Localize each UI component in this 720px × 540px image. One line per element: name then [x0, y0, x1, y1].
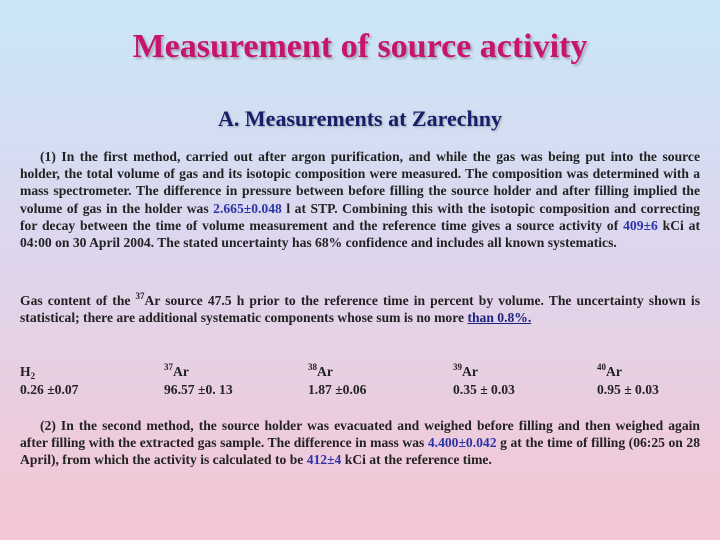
isotope-table — [20, 363, 710, 403]
isotope-subscript: 2 — [30, 371, 36, 381]
p3-text-3: kCi at the reference time. — [341, 452, 492, 468]
isotope-value: 0.95 ± 0.03 — [597, 381, 659, 397]
p1-volume-value: 2.665±0.048 — [213, 200, 282, 216]
p1-text-3: kCi at 04:00 on 30 April 2004. The stated uncertainty has 68% confidence and includes all known systematics. — [20, 217, 700, 251]
isotope-ar38 — [308, 363, 438, 398]
paragraph-first-method — [20, 148, 700, 251]
p1-text-1: (1) In the first method, carried out after argon purification, and while the gas was being put into the source holder, the total volume of gas and its isotopic composition were measured. The composition was determined with a mass spectrometer. The difference in pressure between before filling the source holder and after filling implied the volume of gas in the holder was — [20, 149, 700, 216]
paragraph-second-method — [20, 417, 700, 469]
isotope-value: 1.87 ±0.06 — [308, 381, 367, 397]
isotope-symbol: Ar — [462, 364, 478, 379]
isotope-ar40 — [597, 363, 720, 398]
p2-isotope-mass: 37 — [135, 291, 145, 301]
isotope-value: 0.26 ±0.07 — [20, 381, 79, 397]
isotope-ar39 — [453, 363, 583, 398]
isotope-symbol: H — [20, 364, 31, 379]
isotope-label — [597, 363, 720, 381]
isotope-label — [308, 363, 438, 381]
p3-text-1: (2) In the second method, the source holder was evacuated and weighed before filling and then weighed again after filling with the extracted gas sample. The difference in mass was — [20, 418, 700, 451]
p2-text-1: Gas content of the — [20, 293, 136, 308]
isotope-label — [20, 363, 150, 381]
isotope-symbol: Ar — [606, 364, 622, 379]
p3-activity-value: 412±4 — [306, 452, 342, 468]
paragraph-gas-content — [20, 292, 700, 326]
isotope-mass: 37 — [164, 362, 173, 372]
isotope-mass: 38 — [308, 362, 317, 372]
isotope-label — [164, 363, 294, 381]
isotope-symbol: Ar — [173, 364, 189, 379]
isotope-mass: 39 — [453, 362, 462, 372]
p1-text-2: l at STP. Combining this with the isotopic composition and correcting for decay between the time of volume measurement and the reference time gives a source activity of — [20, 200, 700, 233]
isotope-symbol: Ar — [317, 364, 333, 379]
p3-text-2: g at the time of filling (06:25 on 28 April), from which the activity is calculated to be — [20, 435, 700, 468]
p2-isotope-symbol: Ar — [144, 293, 161, 308]
slide-title: Measurement of source activity — [132, 28, 588, 65]
p2-text-2: source 47.5 h prior to the reference time in percent by volume. The uncertainty shown is statistical; there are additional systematic components whose sum is no more — [20, 293, 700, 326]
isotope-h2 — [20, 363, 150, 398]
isotope-value: 0.35 ± 0.03 — [453, 381, 515, 397]
section-subtitle: A. Measurements at Zarechny — [218, 106, 502, 131]
p2-underlined-text: than 0.8%. — [467, 310, 532, 326]
p1-activity-value: 409±6 — [623, 217, 658, 233]
p3-mass-value: 4.400±0.042 — [427, 435, 497, 451]
isotope-value: 96.57 ±0. 13 — [164, 381, 233, 397]
isotope-mass: 40 — [597, 362, 606, 372]
isotope-ar37 — [164, 363, 294, 398]
isotope-label — [453, 363, 583, 381]
